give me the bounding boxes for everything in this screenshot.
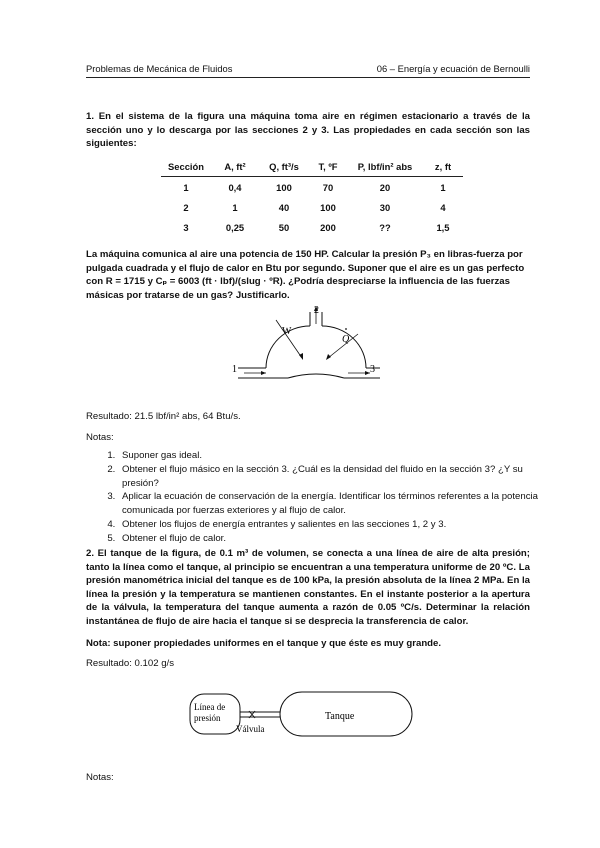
problem1-notes-list xyxy=(86,449,562,546)
list-item: 3. Aplicar la ecuación de conservación de la energía. Identificar los términos referentes a la potencia comunicada por fuerzas exteriores y al flujo de calor. xyxy=(118,490,562,518)
line-label-1: Línea de xyxy=(194,702,226,712)
tank-label: Tanque xyxy=(325,711,355,722)
problem1-statement xyxy=(86,110,530,151)
problem2-statement xyxy=(86,547,530,628)
cell: 50 xyxy=(278,221,290,233)
page-header xyxy=(86,63,530,74)
machine-diagram xyxy=(230,300,380,398)
dome-right-arc xyxy=(322,326,366,368)
list-item: 1. Suponer gas ideal. xyxy=(118,449,562,463)
problem2-result: Resultado: 0.102 g/s xyxy=(86,658,175,669)
cell: 2 xyxy=(183,201,189,213)
cell: 200 xyxy=(320,221,336,233)
cell: 100 xyxy=(320,201,336,213)
cell: 100 xyxy=(276,181,292,193)
label-heat: Q xyxy=(342,334,350,345)
cell: 20 xyxy=(379,181,391,193)
arrow-inlet-head xyxy=(261,371,266,375)
cell: 70 xyxy=(322,181,334,193)
problem2-notes-title: Notas: xyxy=(86,772,114,783)
header-right: 06 – Energía y ecuación de Bernoulli xyxy=(376,63,530,74)
cell: 1 xyxy=(232,201,238,213)
problem1-text: En el sistema de la figura una máquina toma aire en régimen estacionario a través de la sección uno y lo descarga por las secciones 2 y 3. Las propiedades en cada sección son las siguientes: xyxy=(86,111,530,149)
valve-label: Válvula xyxy=(236,724,265,734)
dome-bottom-curve xyxy=(288,374,344,378)
problem1-number: 1. xyxy=(86,111,95,122)
table-row xyxy=(161,197,463,217)
col-caudal: Q, ft³/s xyxy=(259,156,309,177)
cell: 3 xyxy=(183,221,189,233)
problem2-text: El tanque de la figura, de 0.1 m³ de volumen, se conecta a una línea de aire de alta presión; tanto la línea como el tanque, al principio se encuentran a una temperatura uniforme de 20 ºC. La presión manométrica inicial del tanque es de 100 kPa, la presión absoluta de la línea 2 MPa. En la línea la presión y la temperatura se mantienen constantes. En el instante posterior a la apertura de la válvula, la temperatura del tanque aumenta a razón de 0.05 ºC/s. Determinar la relación instantánea de flujo de aire hacia el tanque si se desprecia la transferencia de calor. xyxy=(86,548,530,627)
paragraph-line: con R = 1715 y Cₚ = 6003 (ft · lbf)/(slug · ºR). ¿Podría despreciarse la influencia de las fuerzas xyxy=(86,276,510,287)
tank-diagram xyxy=(188,688,414,742)
cell: 40 xyxy=(278,201,290,213)
label-section-1: 1 xyxy=(232,364,237,375)
problem1-paragraph xyxy=(86,248,530,302)
line-label-2: presión xyxy=(194,713,221,723)
paragraph-line: másicas por tratarse de un gas? Justificarlo. xyxy=(86,289,290,301)
list-item: 2. Obtener el flujo másico en la sección 3. ¿Cuál es la densidad del fluido en la sección 3? ¿Y su presión? xyxy=(118,463,562,491)
cell: 0,4 xyxy=(228,181,242,193)
cell: 30 xyxy=(379,201,391,213)
col-seccion: Sección xyxy=(161,156,211,177)
cell: 1 xyxy=(183,181,189,193)
cell: 1 xyxy=(440,181,446,193)
label-section-3: 3 xyxy=(370,364,375,375)
col-presion: P, lbf/in² abs xyxy=(347,156,423,177)
col-altura: z, ft xyxy=(423,156,463,177)
problem1-notes-title: Notas: xyxy=(86,432,114,443)
cell: ?? xyxy=(379,221,391,233)
arrow-heat-head xyxy=(326,354,331,360)
header-rule xyxy=(86,77,530,78)
list-item: 4. Obtener los flujos de energía entrantes y salientes en las secciones 1, 2 y 3. xyxy=(118,518,562,532)
cell: 4 xyxy=(440,201,446,213)
table-row xyxy=(161,217,463,237)
paragraph-line: pulgada cuadrada y el flujo de calor en Btu por segundo. Suponer que el aire es un gas perfecto xyxy=(86,262,525,274)
list-item: 5. Obtener el flujo de calor. xyxy=(118,532,562,546)
problem1-result: Resultado: 21.5 lbf/in² abs, 64 Btu/s. xyxy=(86,411,241,422)
table-row xyxy=(161,177,463,198)
properties-table xyxy=(161,156,463,237)
problem2-number: 2. xyxy=(86,548,95,559)
heat-dot xyxy=(345,328,347,330)
label-work: W xyxy=(282,326,292,337)
table-header-row xyxy=(161,156,463,177)
header-left: Problemas de Mecánica de Fluidos xyxy=(86,63,233,74)
problem2-note: Nota: suponer propiedades uniformes en el tanque y que éste es muy grande. xyxy=(86,638,442,649)
col-temp: T, ºF xyxy=(309,156,347,177)
cell: 0,25 xyxy=(225,221,245,233)
cell: 1,5 xyxy=(436,221,450,233)
paragraph-line: La máquina comunica al aire una potencia de 150 HP. Calcular la presión P₃ en libras-fuerza por xyxy=(86,249,523,260)
label-section-2: 2 xyxy=(314,305,319,316)
col-area: A, ft² xyxy=(211,156,259,177)
